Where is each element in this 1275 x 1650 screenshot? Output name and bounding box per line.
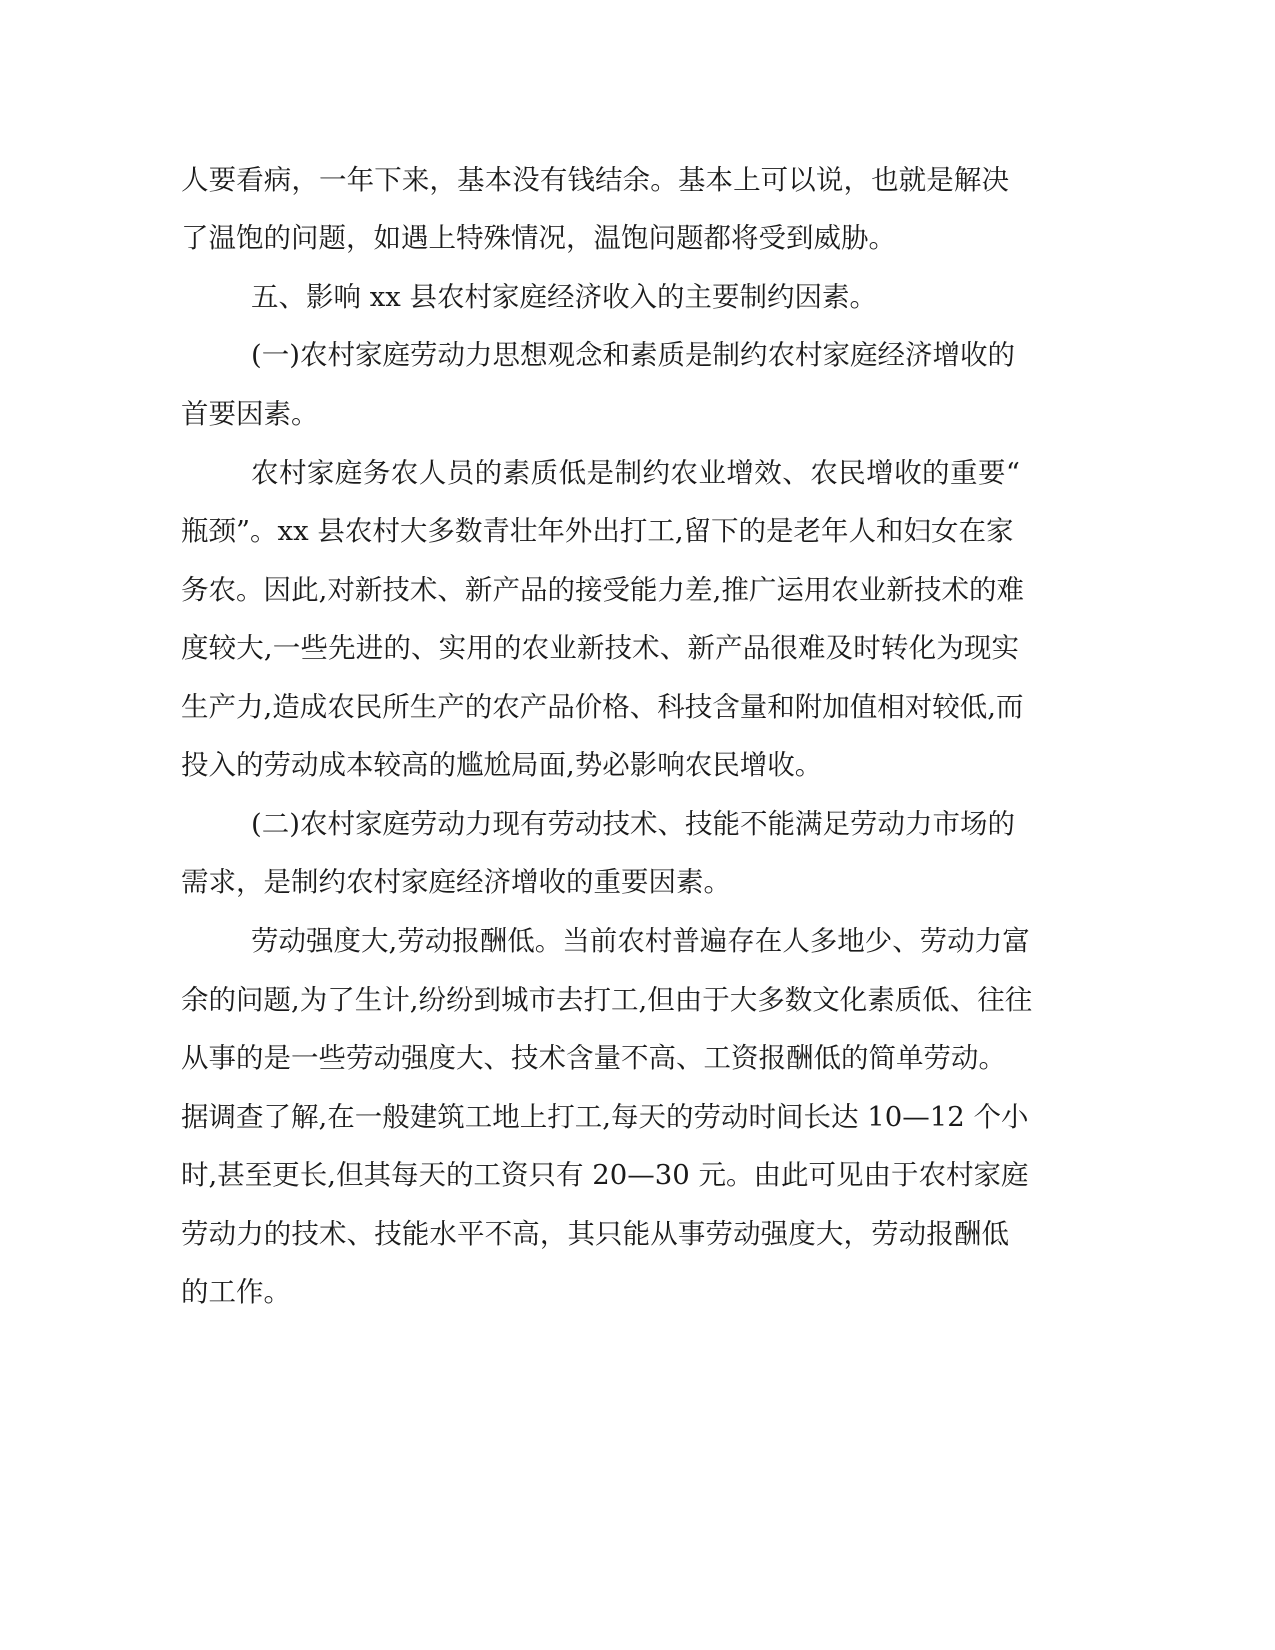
subsection-heading: 首要因素。 bbox=[181, 398, 319, 430]
paragraph-line: 度较大,一些先进的、实用的农业新技术、新产品很难及时转化为现实 bbox=[181, 632, 1019, 664]
paragraph-line: 农村家庭务农人员的素质低是制约农业增效、农民增收的重要“ bbox=[251, 457, 1020, 489]
subsection-heading: (二)农村家庭劳动力现有劳动技术、技能不能满足劳动力市场的 bbox=[251, 808, 1015, 840]
paragraph-line: 务农。因此,对新技术、新产品的接受能力差,推广运用农业新技术的难 bbox=[181, 574, 1024, 606]
paragraph-line: 人要看病，一年下来，基本没有钱结余。基本上可以说，也就是解决 bbox=[181, 164, 1009, 196]
paragraph-line: 余的问题,为了生计,纷纷到城市去打工,但由于大多数文化素质低、往往 bbox=[181, 984, 1033, 1016]
paragraph-line: 瓶颈”。xx 县农村大多数青壮年外出打工,留下的是老年人和妇女在家 bbox=[181, 515, 1014, 547]
paragraph-line: 劳动力的技术、技能水平不高，其只能从事劳动强度大，劳动报酬低 bbox=[181, 1218, 1009, 1250]
subsection-heading: 需求，是制约农村家庭经济增收的重要因素。 bbox=[181, 866, 731, 898]
paragraph-line: 劳动强度大,劳动报酬低。当前农村普遍存在人多地少、劳动力富 bbox=[251, 925, 1030, 957]
paragraph-line: 据调查了解,在一般建筑工地上打工,每天的劳动时间长达 10—12 个小 bbox=[181, 1101, 1029, 1133]
paragraph-line: 生产力,造成农民所生产的农产品价格、科技含量和附加值相对较低,而 bbox=[181, 691, 1024, 723]
paragraph-line: 投入的劳动成本较高的尴尬局面,势必影响农民增收。 bbox=[181, 749, 823, 781]
paragraph-line: 了温饱的问题，如遇上特殊情况，温饱问题都将受到威胁。 bbox=[181, 222, 896, 254]
paragraph-line: 时,甚至更长,但其每天的工资只有 20—30 元。由此可见由于农村家庭 bbox=[181, 1159, 1029, 1191]
subsection-heading: (一)农村家庭劳动力思想观念和素质是制约农村家庭经济增收的 bbox=[251, 339, 1015, 371]
paragraph-line: 从事的是一些劳动强度大、技术含量不高、工资报酬低的简单劳动。 bbox=[181, 1042, 1006, 1074]
section-heading: 五、影响 xx 县农村家庭经济收入的主要制约因素。 bbox=[251, 281, 877, 313]
paragraph-line: 的工作。 bbox=[181, 1276, 291, 1308]
